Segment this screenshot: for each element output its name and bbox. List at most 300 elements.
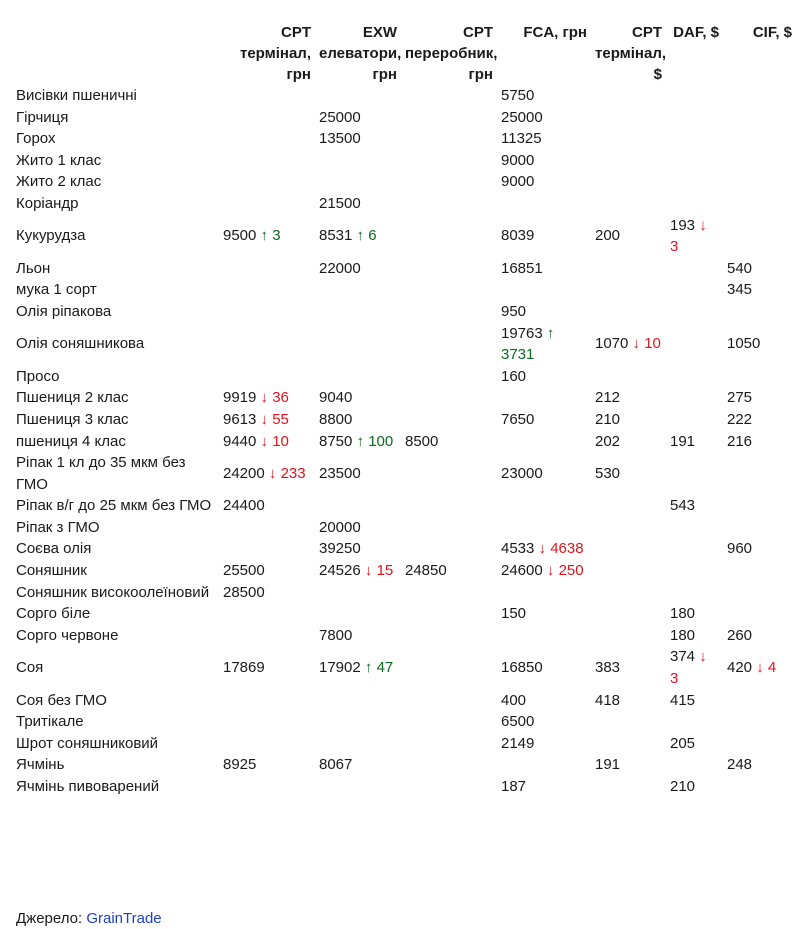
commodity-name: Ріпак в/г до 25 мкм без ГМО (16, 497, 212, 515)
price-cell (315, 150, 401, 172)
price-value: 543 (670, 497, 696, 515)
price-change-down (361, 562, 394, 579)
price-value: 19763 (501, 324, 543, 342)
arrow-down-icon: ↓ (260, 410, 269, 428)
price-cell (315, 258, 401, 280)
price-cell (497, 258, 591, 280)
price-cell (219, 646, 315, 689)
column-header: DAF, $ (673, 24, 719, 41)
price-value: 415 (670, 691, 696, 709)
price-cell (666, 279, 723, 301)
column-header: CPT переробник, грн (405, 24, 498, 83)
price-cell (315, 560, 401, 582)
price-value: 8039 (501, 227, 535, 245)
price-value: 200 (595, 227, 621, 245)
price-cell (401, 323, 497, 366)
price-cell (497, 85, 591, 107)
column-header: CPT термінал, грн (239, 24, 311, 83)
price-value: 23000 (501, 464, 543, 482)
price-cell (723, 603, 796, 625)
price-cell (666, 776, 723, 798)
price-cell (315, 754, 401, 776)
price-cell (315, 171, 401, 193)
price-cell (723, 323, 796, 366)
price-cell (723, 107, 796, 129)
price-value: 9000 (501, 173, 535, 191)
price-cell (219, 431, 315, 453)
price-cell (723, 733, 796, 755)
price-cell (666, 431, 723, 453)
commodity-name: Олія ріпакова (16, 302, 112, 320)
price-cell (401, 366, 497, 388)
price-value: 25000 (319, 108, 361, 126)
arrow-down-icon: ↓ (756, 659, 764, 677)
price-cell (315, 733, 401, 755)
price-cell (401, 603, 497, 625)
table-row (12, 538, 796, 560)
price-cell (315, 431, 401, 453)
price-cell (401, 107, 497, 129)
commodity-name: Кукурудза (16, 227, 86, 245)
price-value: 23500 (319, 464, 361, 482)
price-cell (666, 711, 723, 733)
price-cell (401, 431, 497, 453)
price-cell (723, 452, 796, 495)
source-line (16, 908, 162, 929)
price-cell (591, 646, 666, 689)
price-cell (497, 366, 591, 388)
price-value: 8067 (319, 756, 353, 774)
price-cell (315, 366, 401, 388)
price-cell (315, 409, 401, 431)
commodity-name: Тритікале (16, 713, 84, 731)
price-cell (723, 193, 796, 215)
table-row (12, 560, 796, 582)
price-cell (666, 215, 723, 258)
price-cell (723, 776, 796, 798)
price-cell (591, 258, 666, 280)
commodity-name: Соняшник (16, 562, 87, 580)
price-cell (666, 150, 723, 172)
change-amount: 4 (767, 659, 777, 677)
price-cell (497, 279, 591, 301)
arrow-down-icon: ↓ (268, 464, 277, 482)
price-cell (401, 171, 497, 193)
commodity-name: Соя (16, 659, 44, 677)
price-cell (497, 754, 591, 776)
price-cell (497, 409, 591, 431)
price-cell (591, 711, 666, 733)
price-cell (401, 279, 497, 301)
column-header: CIF, $ (752, 24, 792, 41)
price-cell (497, 711, 591, 733)
column-header: FCA, грн (523, 24, 587, 41)
price-cell (666, 128, 723, 150)
table-row (12, 776, 796, 798)
price-value: 187 (501, 778, 527, 795)
price-cell (401, 517, 497, 539)
price-cell (401, 711, 497, 733)
price-cell (666, 582, 723, 604)
price-cell (591, 603, 666, 625)
price-cell (497, 107, 591, 129)
price-cell (401, 754, 497, 776)
price-cell (591, 301, 666, 323)
price-cell (591, 150, 666, 172)
price-cell (497, 215, 591, 258)
price-cell (591, 387, 666, 409)
price-cell (315, 193, 401, 215)
price-cell (723, 128, 796, 150)
table-row (12, 150, 796, 172)
change-amount: 250 (558, 562, 584, 580)
price-cell (219, 776, 315, 798)
price-cell (219, 495, 315, 517)
price-cell (219, 517, 315, 539)
price-cell (723, 538, 796, 560)
commodity-name: Сорго біле (16, 605, 91, 623)
price-value: 950 (501, 302, 527, 320)
price-cell (723, 690, 796, 712)
price-cell (401, 733, 497, 755)
commodity-name: Коріандр (16, 194, 79, 212)
price-cell (401, 150, 497, 172)
price-cell (591, 107, 666, 129)
column-header: EXW елеватори, грн (319, 24, 402, 83)
price-cell (666, 193, 723, 215)
change-amount: 6 (368, 227, 377, 245)
arrow-up-icon: ↑ (356, 432, 365, 450)
price-cell (401, 128, 497, 150)
change-amount: 3 (670, 670, 679, 688)
price-cell (497, 690, 591, 712)
price-cell (723, 646, 796, 689)
arrow-down-icon: ↓ (546, 562, 555, 580)
arrow-down-icon: ↓ (538, 540, 547, 558)
price-cell (315, 107, 401, 129)
price-cell (723, 711, 796, 733)
change-amount: 3731 (501, 346, 535, 364)
price-cell (591, 733, 666, 755)
price-value: 1070 (595, 335, 629, 353)
price-cell (591, 409, 666, 431)
price-cell (315, 323, 401, 366)
price-cell (591, 431, 666, 453)
change-amount: 36 (272, 389, 289, 407)
price-value: 24526 (319, 562, 361, 580)
header-empty (12, 22, 219, 85)
price-cell (497, 582, 591, 604)
price-cell (315, 495, 401, 517)
commodity-name: пшениця 4 клас (16, 432, 126, 450)
price-change-up (352, 227, 376, 244)
price-change-up (256, 227, 280, 244)
price-value: 7800 (319, 626, 353, 644)
price-cell (723, 517, 796, 539)
table-row (12, 301, 796, 323)
price-value: 11325 (501, 130, 542, 148)
price-value: 400 (501, 691, 527, 709)
price-cell (219, 754, 315, 776)
price-change-down (543, 562, 584, 579)
price-cell (315, 128, 401, 150)
table-row (12, 409, 796, 431)
price-cell (401, 215, 497, 258)
price-cell (591, 171, 666, 193)
price-cell (591, 538, 666, 560)
price-cell (591, 517, 666, 539)
price-cell (401, 85, 497, 107)
table-row (12, 517, 796, 539)
price-cell (219, 171, 315, 193)
price-cell (219, 128, 315, 150)
price-cell (723, 258, 796, 280)
commodity-name: Олія соняшникова (16, 335, 145, 353)
commodity-name: Ріпак з ГМО (16, 518, 100, 536)
price-cell (666, 323, 723, 366)
price-cell (401, 409, 497, 431)
price-value: 530 (595, 464, 621, 482)
price-value: 191 (595, 756, 621, 774)
price-cell (591, 495, 666, 517)
price-change-down (628, 335, 661, 352)
price-cell (497, 387, 591, 409)
price-value: 345 (727, 281, 753, 299)
price-cell (219, 452, 315, 495)
price-cell (497, 323, 591, 366)
price-cell (723, 85, 796, 107)
table-row (12, 603, 796, 625)
price-value: 8925 (223, 756, 257, 774)
price-cell (219, 279, 315, 301)
price-cell (497, 733, 591, 755)
commodity-name: Гірчиця (16, 108, 69, 126)
price-cell (497, 431, 591, 453)
commodity-name: Шрот соняшниковий (16, 734, 159, 752)
price-cell (723, 279, 796, 301)
price-cell (219, 107, 315, 129)
price-cell (591, 193, 666, 215)
price-value: 8750 (319, 432, 353, 450)
price-cell (591, 215, 666, 258)
price-value: 25000 (501, 108, 543, 126)
commodity-name: Горох (16, 130, 56, 148)
commodity-name: Пшениця 2 клас (16, 389, 129, 407)
change-amount: 10 (272, 432, 289, 450)
price-value: 210 (670, 778, 696, 795)
change-amount: 3 (272, 227, 281, 245)
price-cell (591, 776, 666, 798)
price-cell (591, 754, 666, 776)
price-value: 16850 (501, 659, 543, 677)
price-value: 9440 (223, 432, 257, 450)
table-header-row (12, 22, 796, 85)
price-change-up (361, 659, 394, 676)
price-value: 383 (595, 659, 621, 677)
price-value: 25500 (223, 562, 265, 580)
change-amount: 4638 (550, 540, 584, 558)
price-value: 2149 (501, 734, 535, 752)
price-cell (723, 431, 796, 453)
price-value: 420 (727, 659, 753, 677)
change-amount: 47 (376, 659, 394, 677)
price-value: 418 (595, 691, 621, 709)
change-amount: 233 (280, 464, 306, 482)
arrow-up-icon: ↑ (260, 227, 269, 245)
price-value: 193 (670, 216, 696, 234)
price-cell (401, 560, 497, 582)
price-cell (219, 215, 315, 258)
price-cell (315, 625, 401, 647)
price-cell (401, 538, 497, 560)
price-cell (315, 301, 401, 323)
price-cell (497, 171, 591, 193)
commodity-name: Льон (16, 259, 51, 277)
price-cell (666, 387, 723, 409)
source-link[interactable]: GrainTrade (86, 910, 162, 927)
price-cell (666, 538, 723, 560)
price-cell (666, 517, 723, 539)
table-row (12, 366, 796, 388)
price-cell (666, 258, 723, 280)
commodity-name: Соя без ГМО (16, 691, 107, 709)
price-change-down (256, 433, 289, 450)
price-change-down (534, 540, 583, 557)
table-row (12, 690, 796, 712)
price-cell (315, 711, 401, 733)
price-cell (315, 776, 401, 798)
price-value: 24850 (405, 562, 447, 580)
price-value: 9613 (223, 410, 257, 428)
price-cell (723, 387, 796, 409)
price-cell (219, 582, 315, 604)
price-value: 180 (670, 605, 696, 623)
price-change-up (352, 433, 393, 450)
price-value: 8531 (319, 227, 353, 245)
commodity-name: Ячмінь пивоварений (16, 778, 160, 795)
table-row (12, 85, 796, 107)
table-row (12, 582, 796, 604)
price-cell (723, 366, 796, 388)
change-amount: 55 (272, 410, 289, 428)
commodity-name: Просо (16, 367, 60, 385)
price-value: 1050 (727, 335, 761, 353)
price-cell (723, 409, 796, 431)
price-cell (666, 171, 723, 193)
price-cell (723, 301, 796, 323)
price-cell (219, 150, 315, 172)
price-value: 540 (727, 259, 753, 277)
price-cell (497, 603, 591, 625)
price-value: 222 (727, 410, 753, 428)
price-cell (401, 193, 497, 215)
price-cell (401, 495, 497, 517)
price-cell (315, 215, 401, 258)
price-cell (315, 452, 401, 495)
price-change-down (256, 389, 289, 406)
price-cell (497, 495, 591, 517)
price-value: 22000 (319, 259, 361, 277)
price-cell (219, 560, 315, 582)
price-cell (315, 538, 401, 560)
commodity-name: Соняшник високоолеїновий (16, 583, 210, 601)
table-row (12, 279, 796, 301)
price-cell (315, 603, 401, 625)
price-value: 24200 (223, 464, 265, 482)
table-row (12, 495, 796, 517)
price-cell (591, 366, 666, 388)
price-cell (497, 301, 591, 323)
price-value: 9000 (501, 151, 535, 169)
arrow-down-icon: ↓ (260, 432, 269, 450)
price-value: 9500 (223, 227, 257, 245)
column-header: CPT термінал, $ (595, 24, 667, 83)
table-row (12, 625, 796, 647)
price-cell (401, 690, 497, 712)
price-cell (315, 690, 401, 712)
price-cell (401, 776, 497, 798)
table-row (12, 107, 796, 129)
price-cell (219, 603, 315, 625)
commodity-name: Соєва олія (16, 540, 92, 558)
price-cell (219, 323, 315, 366)
table-row (12, 733, 796, 755)
price-cell (219, 366, 315, 388)
price-cell (591, 279, 666, 301)
price-value: 39250 (319, 540, 361, 558)
price-cell (591, 560, 666, 582)
price-cell (401, 625, 497, 647)
price-cell (723, 582, 796, 604)
change-amount: 3 (670, 238, 679, 256)
price-table (12, 22, 796, 798)
price-cell (666, 301, 723, 323)
price-cell (666, 107, 723, 129)
price-cell (219, 538, 315, 560)
price-cell (666, 452, 723, 495)
price-value: 202 (595, 432, 621, 450)
price-value: 191 (670, 432, 696, 450)
change-amount: 10 (644, 335, 661, 353)
price-value: 248 (727, 756, 753, 774)
price-value: 180 (670, 626, 696, 644)
table-row (12, 128, 796, 150)
table-row (12, 387, 796, 409)
price-value: 212 (595, 389, 621, 407)
price-cell (497, 538, 591, 560)
price-cell (666, 625, 723, 647)
price-cell (401, 301, 497, 323)
price-value: 9040 (319, 389, 353, 407)
price-value: 150 (501, 605, 527, 623)
price-value: 216 (727, 432, 753, 450)
price-value: 6500 (501, 713, 535, 731)
price-cell (401, 452, 497, 495)
price-cell (315, 517, 401, 539)
commodity-name: мука 1 сорт (16, 281, 97, 299)
price-cell (315, 387, 401, 409)
price-cell (315, 279, 401, 301)
commodity-name: Ячмінь (16, 756, 65, 774)
price-value: 16851 (501, 259, 543, 277)
price-cell (591, 625, 666, 647)
price-cell (497, 625, 591, 647)
price-value: 21500 (319, 194, 361, 212)
price-cell (219, 301, 315, 323)
price-value: 24600 (501, 562, 543, 580)
price-cell (315, 85, 401, 107)
price-cell (666, 690, 723, 712)
